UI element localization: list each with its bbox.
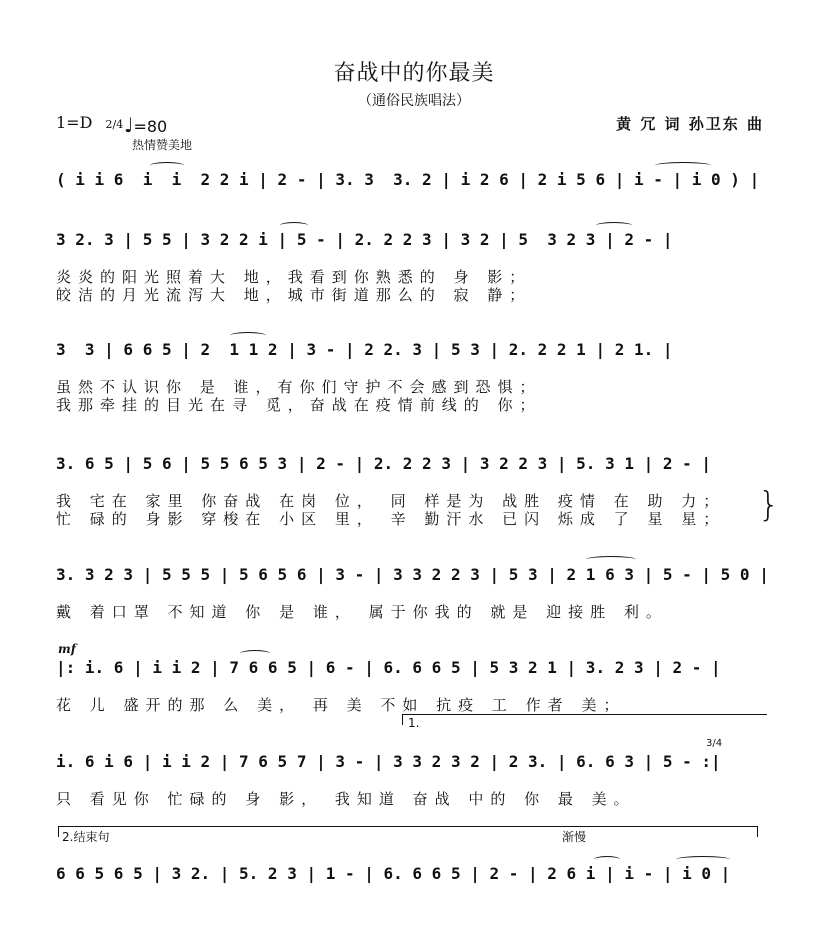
verse-brace: }: [758, 485, 780, 525]
score-line-7-notes: 6 6 5 6 5 | 3 2. | 5. 2 3 | 1 - | 6. 6 6 5 | 2 - | 2 6 i | i - | i 0 |: [56, 864, 731, 883]
score-line-6-lyric-1: 只 看见你 忙碌的 身 影， 我知道 奋战 中的 你 最 美。: [56, 790, 636, 808]
ritardando-mark: 渐慢: [562, 830, 587, 844]
score-line-4-notes: 3. 3 2 3 | 5 5 5 | 5 6 5 6 | 3 - | 3 3 2 2 3 | 5 3 | 2 1 6 3 | 5 - | 5 0 |: [56, 565, 769, 584]
volta-1-bracket: [402, 714, 767, 725]
volta-1-label: 1.: [408, 716, 420, 730]
score-line-5-notes: |: i. 6 | i i 2 | 7 6 6 5 | 6 - | 6. 6 6 5 | 5 3 2 1 | 3. 2 3 | 2 - |: [56, 658, 721, 677]
quarter-note-icon: ♩: [124, 113, 134, 137]
key-signature: 1=D: [56, 113, 93, 132]
tie-mark: [676, 856, 730, 863]
tie-mark: [230, 332, 266, 339]
score-line-3-notes: 3. 6 5 | 5 6 | 5 5 6 5 3 | 2 - | 2. 2 2 3 | 3 2 2 3 | 5. 3 1 | 2 - |: [56, 454, 712, 473]
tie-mark: [150, 162, 184, 169]
score-line-5-lyric-1: 花 儿 盛开的那 么 美， 再 美 不如 抗疫 工 作者 美；: [56, 696, 626, 714]
tempo-value: =80: [133, 117, 168, 136]
score-line-1-lyric-2: 皎洁的月光流泻大 地，城市街道那么的 寂 静；: [56, 286, 532, 304]
score-line-2-lyric-2: 我那牵挂的目光在寻 觅，奋战在疫情前线的 你；: [56, 396, 542, 414]
slur-mark: [594, 856, 620, 863]
dynamic-mark: mf: [58, 642, 76, 656]
score-line-1-notes: 3 2. 3 | 5 5 | 3 2 2 i | 5 - | 2. 2 2 3 | 3 2 | 5 3 2 3 | 2 - |: [56, 230, 673, 249]
expression-mark: 热情赞美地: [132, 138, 193, 152]
volta-2-bracket: [58, 826, 758, 837]
score-line-3-lyric-2: 忙 碌的 身影 穿梭在 小区 里， 辛 勤汗水 已闪 烁成 了 星 星；: [56, 510, 726, 528]
score-line-2-notes: 3 3 | 6 6 5 | 2 1 1 2 | 3 - | 2 2. 3 | 5 3 | 2. 2 2 1 | 2 1. |: [56, 340, 673, 359]
score-line-1-lyric-1: 炎炎的阳光照着大 地，我看到你熟悉的 身 影；: [56, 268, 532, 286]
volta-2-label: 2.结束句: [62, 830, 110, 844]
score-line-0-notes: ( i i 6 i i 2 2 i | 2 - | 3. 3 3. 2 | i 2 6 | 2 i 5 6 | i - | i 0 ) |: [56, 170, 760, 189]
key-meter: [56, 113, 123, 132]
slur-mark: [586, 556, 636, 563]
slur-mark: [240, 650, 270, 657]
score-line-2-lyric-1: 虽然不认识你 是 谁，有你们守护不会感到恐惧；: [56, 378, 542, 396]
tie-mark: [655, 162, 711, 169]
meter-change: 3/4: [706, 738, 723, 749]
score-line-4-lyric-1: 戴 着口罩 不知道 你 是 谁， 属于你我的 就是 迎接胜 利。: [56, 603, 668, 621]
time-signature: 2/4: [105, 118, 124, 131]
song-subtitle: （通俗民族唱法）: [358, 93, 470, 109]
slur-mark: [280, 222, 308, 229]
score-line-3-lyric-1: 我 宅在 家里 你奋战 在岗 位， 同 样是为 战胜 疫情 在 助 力；: [56, 492, 726, 510]
tempo-mark: [124, 113, 167, 137]
slur-mark: [596, 222, 632, 229]
song-title: 奋战中的你最美: [333, 61, 495, 86]
credits: 黄 冗 词 孙卫东 曲: [616, 115, 764, 133]
score-line-6-notes: i. 6 i 6 | i i 2 | 7 6 5 7 | 3 - | 3 3 2 3 2 | 2 3. | 6. 6 3 | 5 - :|: [56, 752, 721, 771]
